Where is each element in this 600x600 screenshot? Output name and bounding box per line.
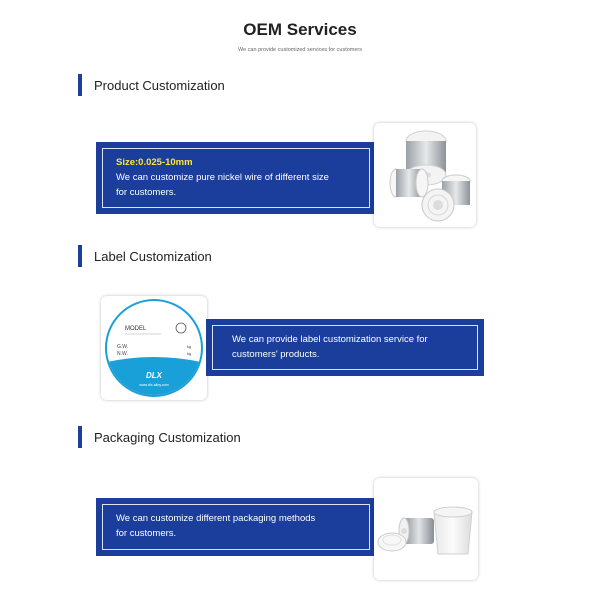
page-subtitle: We can provide customized services for customers xyxy=(238,47,362,53)
label-brand-logo: DLX xyxy=(146,371,162,380)
heading-accent-bar xyxy=(78,245,82,267)
section-heading-label-text: Label Customization xyxy=(94,248,212,264)
section-heading-packaging-text: Packaging Customization xyxy=(94,429,241,445)
section-heading-product xyxy=(78,74,225,96)
label-line-1: We can provide label customization service for xyxy=(232,334,428,345)
wire-spools-icon xyxy=(374,123,476,227)
packaging-info-box xyxy=(96,498,376,556)
packaging-line-2: for customers. xyxy=(116,528,177,539)
label-nw-text: N.W. xyxy=(117,351,128,357)
packaging-info-text xyxy=(116,511,315,541)
label-sticker-icon xyxy=(101,296,207,400)
packaging-box-icon xyxy=(374,478,478,580)
product-line-1: We can customize pure nickel wire of different size xyxy=(116,172,329,183)
product-line-2: for customers. xyxy=(116,187,177,198)
label-website-text: www.dlx-alloy.com xyxy=(139,383,169,387)
heading-accent-bar xyxy=(78,74,82,96)
product-info-text xyxy=(116,155,329,200)
section-heading-packaging xyxy=(78,426,241,448)
heading-accent-bar xyxy=(78,426,82,448)
label-info-box xyxy=(206,319,484,376)
label-line-2: customers' products. xyxy=(232,349,320,360)
size-highlight: Size:0.025-10mm xyxy=(116,157,193,168)
label-sticker-photo xyxy=(101,296,207,400)
label-kg-1: kg xyxy=(187,344,192,349)
wire-spools-photo xyxy=(374,123,476,227)
product-info-box xyxy=(96,142,376,214)
page-title: OEM Services xyxy=(243,20,357,39)
section-heading-label: Product Customization xyxy=(94,77,225,93)
label-info-text xyxy=(232,332,428,362)
label-model-text: MODEL xyxy=(125,326,147,332)
packaging-box-photo xyxy=(374,478,478,580)
packaging-line-1: We can customize different packaging methods xyxy=(116,513,316,524)
label-kg-2: kg xyxy=(187,351,192,356)
label-gw-text: G.W. xyxy=(117,344,129,350)
section-heading-label xyxy=(78,245,212,267)
